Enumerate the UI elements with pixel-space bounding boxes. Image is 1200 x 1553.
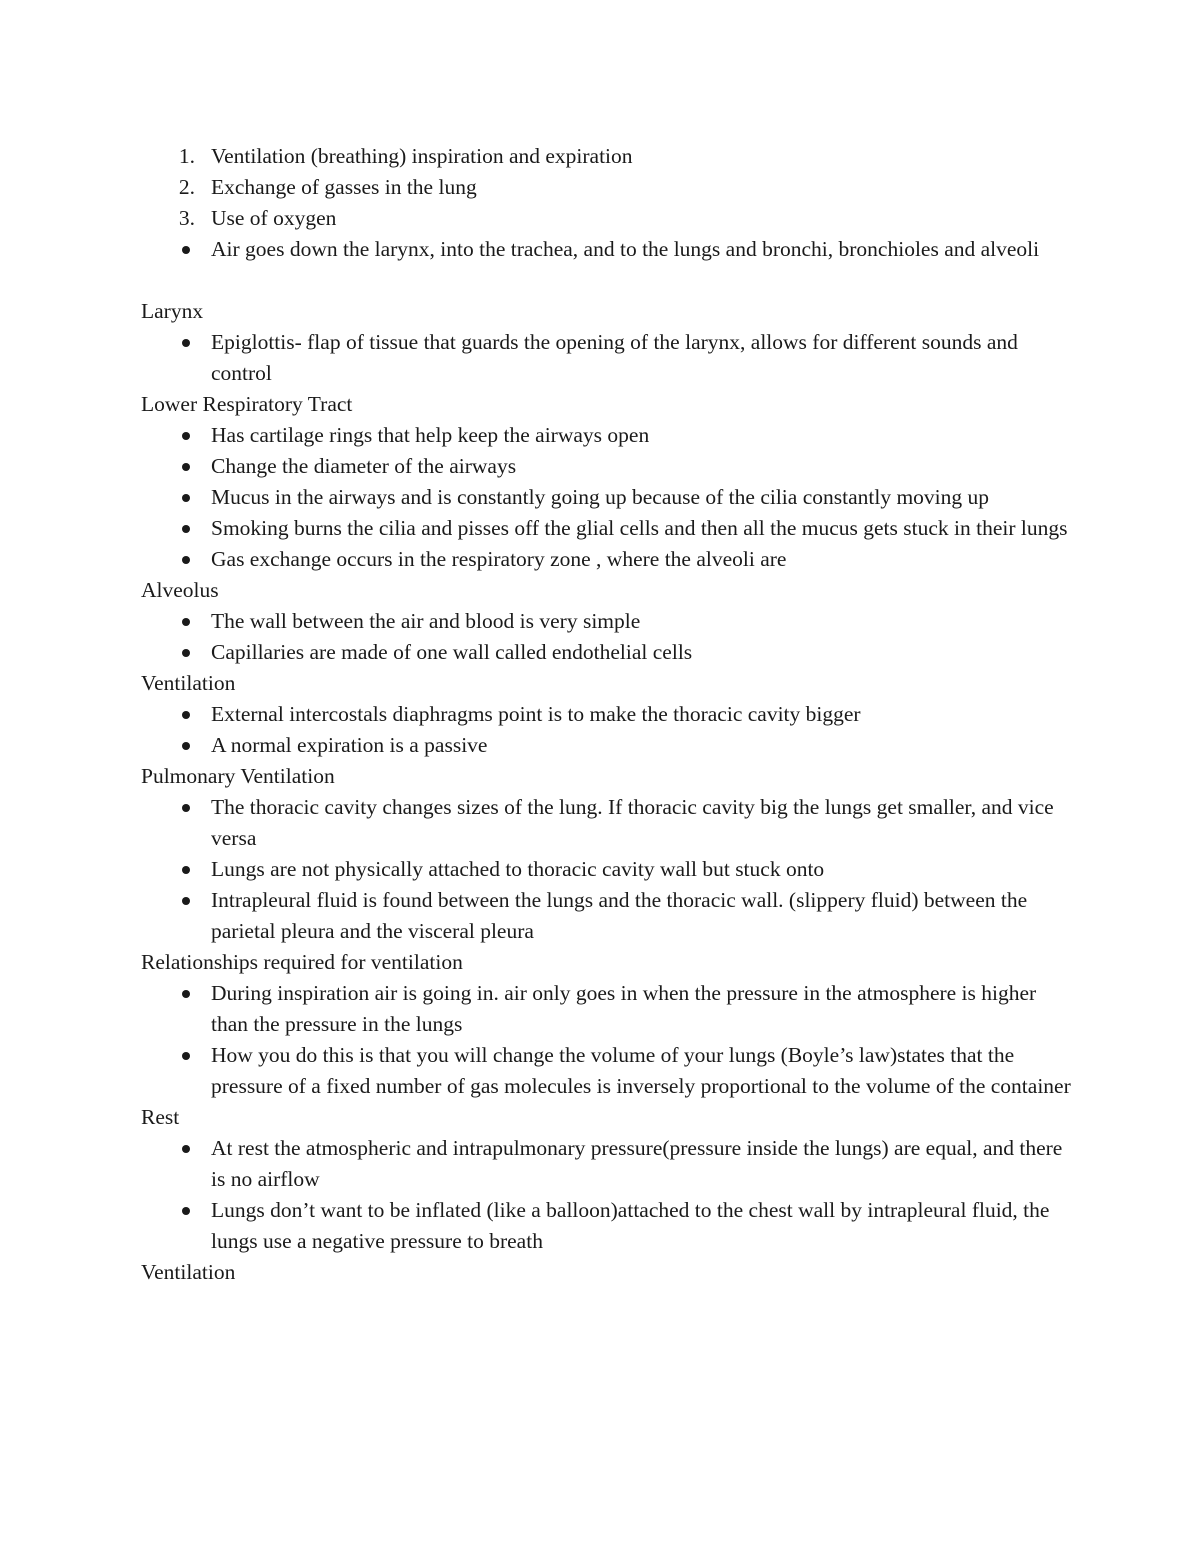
bullet-item <box>141 854 1071 885</box>
section-heading: Relationships required for ventilation <box>141 950 463 974</box>
list-item-text: Capillaries are made of one wall called endothelial cells <box>211 640 693 664</box>
bullet-icon <box>182 556 190 564</box>
bullet-icon <box>182 525 190 533</box>
section-heading: Ventilation <box>141 1260 236 1284</box>
bullet-item <box>141 1133 1071 1195</box>
list-item-text: Lungs don’t want to be inflated (like a balloon)attached to the chest wall by intrapleural fluid, the lungs use a negative pressure to breath <box>211 1198 1050 1253</box>
section-heading: Ventilation <box>141 671 236 695</box>
bullet-icon <box>182 649 190 657</box>
section-heading: Alveolus <box>141 578 219 602</box>
numbered-item <box>141 203 1071 234</box>
list-item-text: Epiglottis- flap of tissue that guards the opening of the larynx, allows for different sounds and control <box>211 330 1018 385</box>
bullet-icon <box>182 494 190 502</box>
bullet-item <box>141 234 1071 265</box>
list-item-text: Change the diameter of the airways <box>211 454 517 478</box>
bullet-item <box>141 1040 1071 1102</box>
bullet-icon <box>182 866 190 874</box>
list-item-text: Ventilation (breathing) inspiration and expiration <box>211 144 633 168</box>
bullet-item <box>141 327 1071 389</box>
section-heading: Lower Respiratory Tract <box>141 392 353 416</box>
list-item-text: Use of oxygen <box>211 206 337 230</box>
list-item-text: Exchange of gasses in the lung <box>211 175 477 199</box>
list-number: 1. <box>178 144 195 168</box>
spacer <box>141 265 1071 296</box>
list-item-text: A normal expiration is a passive <box>211 733 488 757</box>
list-item-text: During inspiration air is going in. air only goes in when the pressure in the atmosphere is higher than the pressure in the lungs <box>211 981 1037 1036</box>
bullet-icon <box>182 897 190 905</box>
section-heading: Rest <box>141 1105 180 1129</box>
list-item-text: The wall between the air and blood is very simple <box>211 609 641 633</box>
list-item-text: Has cartilage rings that help keep the airways open <box>211 423 650 447</box>
bullet-icon <box>182 246 190 254</box>
bullet-item <box>141 513 1071 544</box>
numbered-item <box>141 172 1071 203</box>
bullet-item <box>141 978 1071 1040</box>
document-body <box>141 141 1071 1288</box>
bullet-icon <box>182 804 190 812</box>
bullet-icon <box>182 990 190 998</box>
bullet-item <box>141 637 1071 668</box>
bullet-item <box>141 606 1071 637</box>
bullet-item <box>141 730 1071 761</box>
list-number: 2. <box>178 175 195 199</box>
list-item-text: How you do this is that you will change the volume of your lungs (Boyle’s law)states that the pressure of a fixed number of gas molecules is inversely proportional to the volume of the container <box>211 1043 1071 1098</box>
numbered-item <box>141 141 1071 172</box>
bullet-icon <box>182 711 190 719</box>
bullet-icon <box>182 339 190 347</box>
section-heading: Larynx <box>141 299 204 323</box>
bullet-icon <box>182 463 190 471</box>
section-heading: Pulmonary Ventilation <box>141 764 335 788</box>
bullet-item <box>141 792 1071 854</box>
list-item-text: The thoracic cavity changes sizes of the lung. If thoracic cavity big the lungs get smaller, and vice versa <box>211 795 1054 850</box>
list-item-text: Mucus in the airways and is constantly going up because of the cilia constantly moving up <box>211 485 990 509</box>
list-item-text: Intrapleural fluid is found between the lungs and the thoracic wall. (slippery fluid) between the parietal pleura and the visceral pleura <box>211 888 1028 943</box>
list-item-text: External intercostals diaphragms point is to make the thoracic cavity bigger <box>211 702 861 726</box>
bullet-item <box>141 451 1071 482</box>
list-item-text: At rest the atmospheric and intrapulmonary pressure(pressure inside the lungs) are equal, and there is no airflow <box>211 1136 1063 1191</box>
bullet-item <box>141 544 1071 575</box>
bullet-item <box>141 482 1071 513</box>
bullet-icon <box>182 432 190 440</box>
list-item-text: Air goes down the larynx, into the trachea, and to the lungs and bronchi, bronchioles and alveoli <box>211 237 1040 261</box>
list-number: 3. <box>178 206 195 230</box>
bullet-icon <box>182 1207 190 1215</box>
bullet-item <box>141 1195 1071 1257</box>
bullet-item <box>141 420 1071 451</box>
bullet-icon <box>182 1145 190 1153</box>
bullet-icon <box>182 618 190 626</box>
list-item-text: Lungs are not physically attached to thoracic cavity wall but stuck onto <box>211 857 825 881</box>
bullet-icon <box>182 742 190 750</box>
bullet-item <box>141 699 1071 730</box>
list-item-text: Gas exchange occurs in the respiratory zone , where the alveoli are <box>211 547 787 571</box>
bullet-icon <box>182 1052 190 1060</box>
list-item-text: Smoking burns the cilia and pisses off the glial cells and then all the mucus gets stuck in their lungs <box>211 516 1068 540</box>
bullet-item <box>141 885 1071 947</box>
